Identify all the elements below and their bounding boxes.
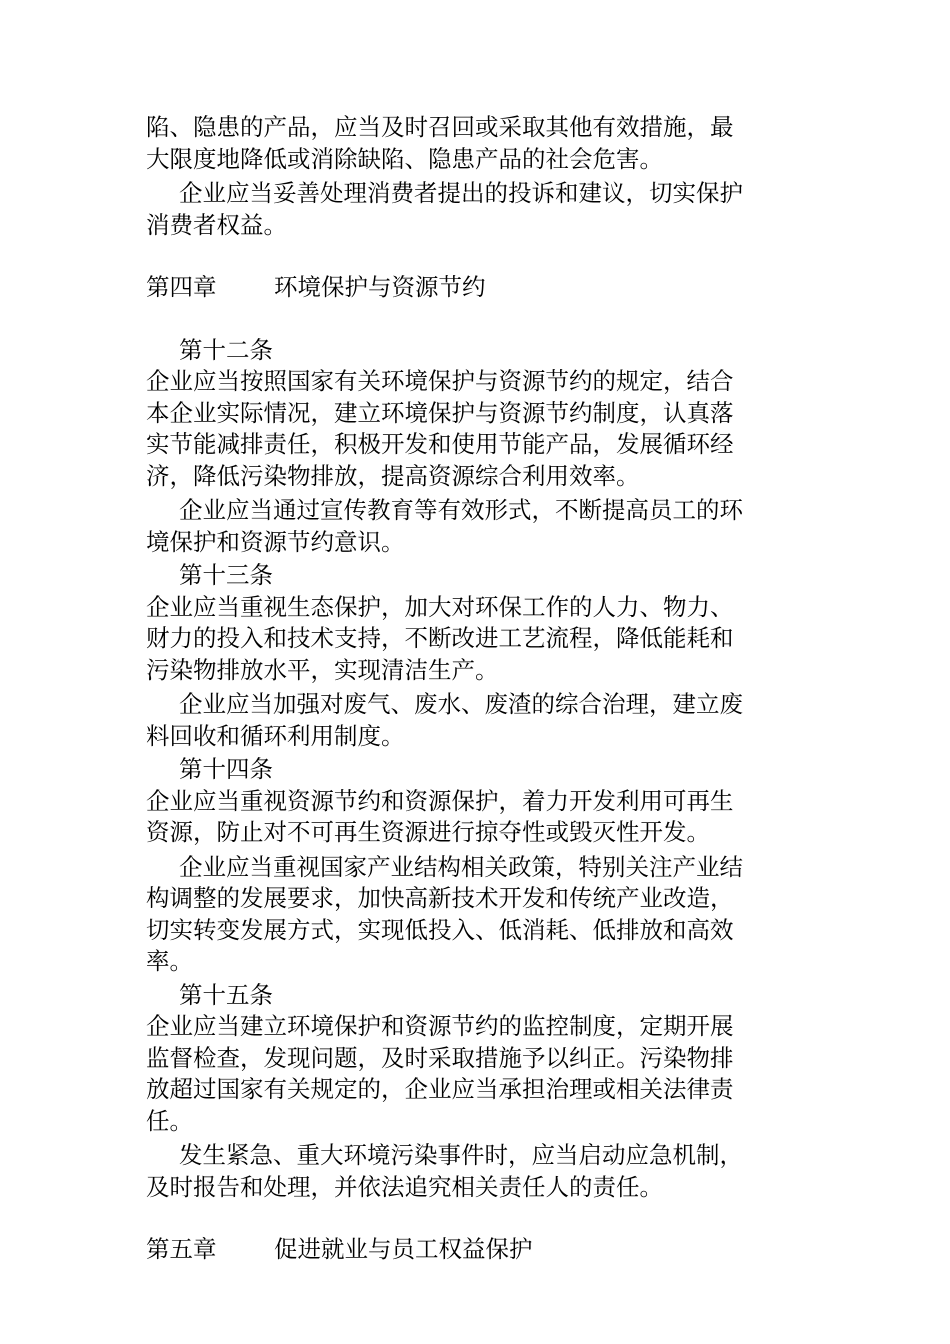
paragraph-line: 构调整的发展要求，加快高新技术开发和传统产业改造，: [146, 884, 734, 912]
chapter-heading: [146, 1234, 796, 1266]
paragraph-line: 率。: [146, 947, 193, 975]
article-heading: 第十五条: [179, 980, 273, 1009]
paragraph-line: 实节能减排责任，积极开发和使用节能产品，发展循环经: [146, 430, 734, 458]
document-body: [146, 112, 796, 1297]
paragraph-line: 及时报告和处理，并依法追究相关责任人的责任。: [146, 1172, 663, 1201]
paragraph-line: 污染物排放水平，实现清洁生产。: [146, 655, 499, 684]
paragraph-line: 济，降低污染物排放，提高资源综合利用效率。: [146, 461, 640, 490]
article-heading: 第十四条: [179, 755, 273, 783]
paragraph-line: 财力的投入和技术支持，不断改进工艺流程，降低能耗和: [146, 624, 734, 652]
paragraph-line: 任。: [146, 1106, 193, 1135]
paragraph-line: 切实转变发展方式，实现低投入、低消耗、低排放和高效: [146, 915, 734, 944]
paragraph-line: 企业应当通过宣传教育等有效形式，不断提高员工的环: [179, 496, 743, 524]
paragraph-line: 陷、隐患的产品，应当及时召回或采取其他有效措施，最: [146, 113, 734, 141]
paragraph-line: 大限度地降低或消除缺陷、隐患产品的社会危害。: [146, 144, 663, 173]
paragraph-line: 境保护和资源节约意识。: [146, 527, 405, 556]
paragraph-line: 放超过国家有关规定的，企业应当承担治理或相关法律责: [146, 1075, 734, 1103]
paragraph-line: 企业应当妥善处理消费者提出的投诉和建议，切实保护: [179, 179, 743, 207]
paragraph-line: 监督检查，发现问题，及时采取措施予以纠正。污染物排: [146, 1043, 734, 1072]
paragraph-line: 料回收和循环利用制度。: [146, 721, 405, 750]
paragraph-line: 消费者权益。: [146, 210, 287, 239]
article-heading: 第十二条: [179, 335, 273, 364]
article-heading: 第十三条: [179, 561, 273, 589]
paragraph-line: 企业应当重视资源节约和资源保护，着力开发利用可再生: [146, 786, 734, 815]
chapter-number: 第五章: [146, 1235, 217, 1263]
paragraph-line: 本企业实际情况，建立环境保护与资源节约制度，认真落: [146, 398, 734, 427]
paragraph-line: 企业应当重视生态保护，加大对环保工作的人力、物力、: [146, 592, 734, 621]
chapter-title: 促进就业与员工权益保护: [274, 1235, 533, 1263]
paragraph-line: 企业应当重视国家产业结构相关政策，特别关注产业结: [179, 852, 743, 881]
chapter-number: 第四章: [146, 273, 217, 301]
chapter-heading: [146, 272, 796, 304]
paragraph-line: 企业应当建立环境保护和资源节约的监控制度，定期开展: [146, 1012, 734, 1040]
paragraph-line: 企业应当加强对废气、废水、废渣的综合治理，建立废: [179, 690, 743, 718]
paragraph-line: 资源，防止对不可再生资源进行掠夺性或毁灭性开发。: [146, 818, 710, 846]
chapter-title: 环境保护与资源节约: [274, 273, 486, 301]
paragraph-line: 发生紧急、重大环境污染事件时，应当启动应急机制，: [179, 1141, 743, 1169]
paragraph-line: 企业应当按照国家有关环境保护与资源节约的规定，结合: [146, 367, 734, 395]
